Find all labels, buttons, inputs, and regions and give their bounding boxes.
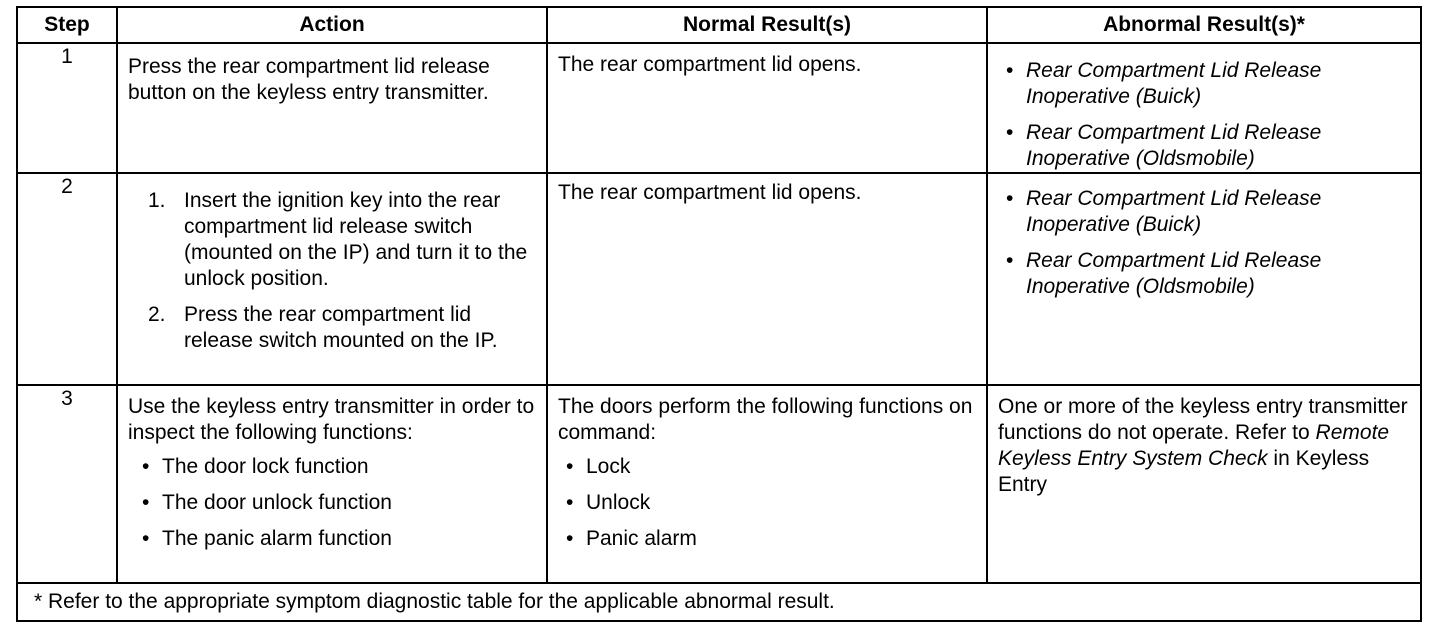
normal-result-list <box>548 454 986 552</box>
normal-result-cell <box>547 385 987 583</box>
action-cell <box>117 43 547 173</box>
bullet-icon: • <box>1006 59 1014 82</box>
list-item <box>988 58 1420 110</box>
action-cell <box>117 173 547 385</box>
header-action: Action <box>117 7 547 43</box>
normal-result-text: The rear compartment lid opens. <box>558 53 862 76</box>
list-item <box>988 120 1420 172</box>
abnormal-reference-link[interactable]: Rear Compartment Lid Release Inoperative (Buick) <box>1026 187 1322 236</box>
footnote: * Refer to the appropriate symptom diagnostic table for the applicable abnormal result. <box>17 583 1421 621</box>
table-row <box>17 43 1421 173</box>
list-item-text: The panic alarm function <box>162 527 392 550</box>
list-item-text: The door lock function <box>162 455 369 478</box>
abnormal-result-cell <box>987 173 1421 385</box>
list-item <box>548 526 986 552</box>
step-text: Press the rear compartment lid release switch mounted on the IP. <box>184 303 498 352</box>
normal-result-text: The doors perform the following functions on command: <box>558 395 973 444</box>
list-item-text: Panic alarm <box>586 527 697 550</box>
abnormal-reference-link[interactable]: Rear Compartment Lid Release Inoperative (Buick) <box>1026 59 1322 108</box>
bullet-icon: • <box>1006 187 1014 210</box>
step-index: 2. <box>148 303 166 326</box>
list-item <box>988 248 1420 300</box>
abnormal-result-cell <box>987 385 1421 583</box>
abnormal-text-part: in Keyless Entry <box>998 447 1370 496</box>
action-function-list <box>118 454 546 552</box>
table-row <box>17 385 1421 583</box>
footnote-row <box>17 583 1421 621</box>
action-text: Use the keyless entry transmitter in order to inspect the following functions: <box>128 395 535 444</box>
remote-keyless-entry-check-link[interactable]: Remote Keyless Entry System Check <box>998 421 1390 470</box>
abnormal-text-part: One or more of the keyless entry transmitter functions do not operate. Refer to <box>998 395 1408 444</box>
table-row <box>17 173 1421 385</box>
bullet-icon: • <box>1006 121 1014 144</box>
abnormal-result-cell <box>987 43 1421 173</box>
list-item <box>124 454 546 480</box>
list-item <box>988 186 1420 238</box>
list-item <box>118 302 534 354</box>
list-item <box>124 526 546 552</box>
step-number: 1 <box>17 43 117 173</box>
bullet-icon: • <box>1006 249 1014 272</box>
abnormal-reference-link[interactable]: Rear Compartment Lid Release Inoperative (Oldsmobile) <box>1026 249 1322 298</box>
bullet-icon: • <box>566 491 574 514</box>
action-steps-list <box>118 174 546 354</box>
list-item <box>548 490 986 516</box>
normal-result-text: The rear compartment lid opens. <box>558 181 862 204</box>
abnormal-reference-link[interactable]: Rear Compartment Lid Release Inoperative (Oldsmobile) <box>1026 121 1322 170</box>
list-item-text: The door unlock function <box>162 491 392 514</box>
list-item <box>118 188 534 292</box>
bullet-icon: • <box>142 527 150 550</box>
header-step: Step <box>17 7 117 43</box>
action-cell <box>117 385 547 583</box>
list-item-text: Unlock <box>586 491 651 514</box>
diagnostic-table <box>16 6 1422 622</box>
abnormal-result-list <box>988 44 1420 172</box>
step-index: 1. <box>148 189 166 212</box>
list-item <box>124 490 546 516</box>
list-item-text: Lock <box>586 455 631 478</box>
abnormal-result-list <box>988 174 1420 300</box>
list-item <box>548 454 986 480</box>
abnormal-result-text <box>988 386 1420 498</box>
header-abnormal-results: Abnormal Result(s)* <box>987 7 1421 43</box>
step-text: Insert the ignition key into the rear compartment lid release switch (mounted on the IP) and turn it to the unlock position. <box>184 189 528 290</box>
step-number: 2 <box>17 173 117 385</box>
bullet-icon: • <box>566 527 574 550</box>
action-text: Press the rear compartment lid release button on the keyless entry transmitter. <box>128 55 490 104</box>
bullet-icon: • <box>142 455 150 478</box>
bullet-icon: • <box>142 491 150 514</box>
step-number: 3 <box>17 385 117 583</box>
header-normal-results: Normal Result(s) <box>547 7 987 43</box>
normal-result-cell <box>547 43 987 173</box>
bullet-icon: • <box>566 455 574 478</box>
header-row <box>17 7 1421 43</box>
normal-result-cell <box>547 173 987 385</box>
